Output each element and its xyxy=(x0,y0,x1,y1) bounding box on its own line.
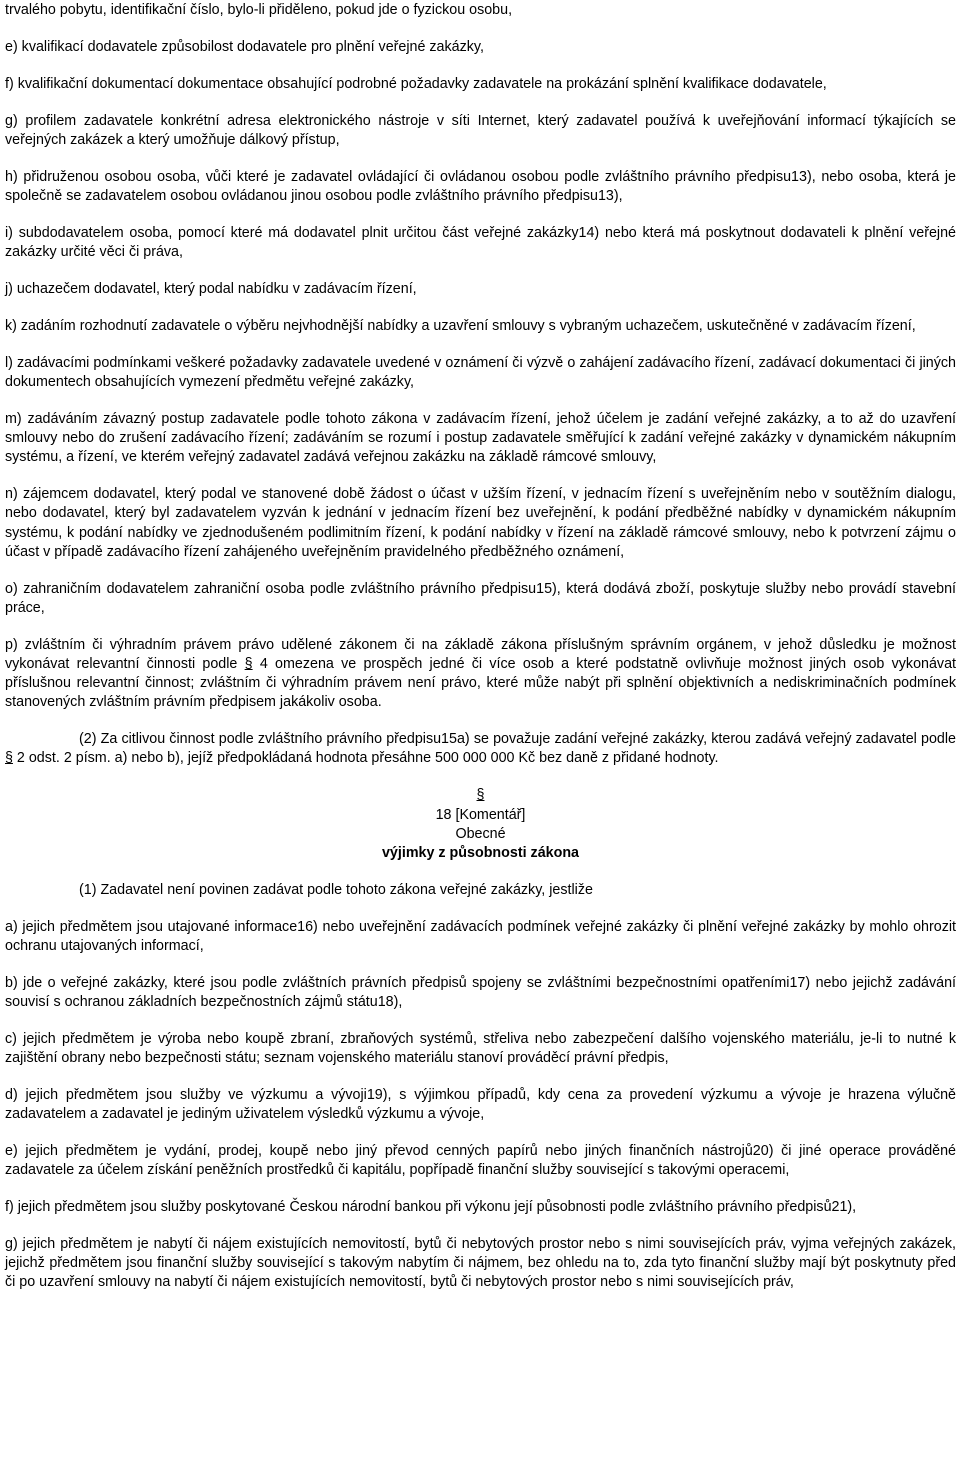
definition-f: f) kvalifikační dokumentací dokumentace obsahující podrobné požadavky zadavatele na prokázání splnění kvalifikace dodavatele, xyxy=(5,75,827,92)
definition-p xyxy=(5,636,956,713)
section-number-label[interactable]: 18 [Komentář] xyxy=(435,806,526,823)
section-title-bold: výjimky z působnosti zákona xyxy=(381,844,580,861)
subsection-1-intro: (1) Zadavatel není povinen zadávat podle tohoto zákona veřejné zakázky, jestliže xyxy=(79,881,593,898)
subsection-2 xyxy=(5,730,956,768)
exception-e: e) jejich předmětem je vydání, prodej, koupě nebo jiný převod cenných papírů nebo jiných finančních nástrojů20) či jiné operace prováděné zadavatele za účelem získání peněžních prostředků či kapitálu, popřípadě finanční služby související s takovými operacemi, xyxy=(5,1143,956,1179)
definition-i: i) subdodavatelem osoba, pomocí které má dodavatel plnit určitou část veřejné zakázky14) nebo která má poskytnout dodavateli k plnění veřejné zakázky určité věci či práva, xyxy=(5,224,956,261)
paragraph-sign-link[interactable]: § xyxy=(5,750,13,767)
exception-f: f) jejich předmětem jsou služby poskytované Českou národní bankou při výkonu její působnosti podle zvláštního právního předpisů21), xyxy=(5,1199,857,1216)
exception-a: a) jejich předmětem jsou utajované informace16) nebo uveřejnění zadávacích podmínek veřejné zakázky či plnění veřejné zakázky by mohlo ohrozit ochranu utajovaných informací, xyxy=(5,918,956,954)
subsection-2-text-start: (2) Za citlivou činnost podle zvláštního právního předpisu15a) se považuje zadání veřejné zakázky, kterou zadává veřejný zadavatel podle xyxy=(79,731,956,748)
section-title xyxy=(5,825,956,863)
exception-b: b) jde o veřejné zakázky, které jsou podle zvláštních právních předpisů spojeny se zvláštními bezpečnostními opatřeními17) nebo jejichž zadávání souvisí s ochranou základních bezpečnostních zájmů státu18), xyxy=(5,974,956,1010)
definition-n: n) zájemcem dodavatel, který podal ve stanovené době žádost o účast v užším řízení, v jednacím řízení s uveřejněním nebo v soutěžním dialogu, nebo dodavatel, který byl zadavatelem vyzván k jednání v jednacím řízení bez uveřejnění, k podání předběžné nabídky v dynamickém nákupním systému, k podání nabídky ve zjednodušeném podlimitním řízení, k podání nabídky v řízení na základě rámcové smlouvy, nebo k potvrzení zájmu o účast v případě zadávacího řízení zahájeného uveřejněním pravidelného předběžného oznámení, xyxy=(5,486,956,560)
section-title-plain: Obecné xyxy=(455,825,506,842)
definition-p-text-start: p) zvláštním či výhradním právem právo udělené zákonem či na základě zákona příslušným správním orgánem, v jehož důsledku je možnost vykonávat relevantní činnosti podle xyxy=(5,636,956,672)
paragraph-continuation: trvalého pobytu, identifikační číslo, bylo-li přiděleno, pokud jde o fyzickou osobu, xyxy=(5,2,513,18)
section-heading xyxy=(5,786,956,863)
exception-c: c) jejich předmětem je výroba nebo koupě zbraní, zbraňových systémů, střeliva nebo zabezpečení dalšího vojenského materiálu, je-li to nutné k zajištění obrany nebo bezpečnosti státu; seznam vojenského materiálu stanoví prováděcí právní předpis, xyxy=(5,1030,956,1067)
subsection-2-text-end: 2 odst. 2 písm. a) nebo b), jejíž předpokládaná hodnota přesáhne 500 000 000 Kč bez daně z přidané hodnoty. xyxy=(12,750,719,767)
definition-g: g) profilem zadavatele konkrétní adresa elektronického nástroje v síti Internet, který zadavatel používá k uveřejňování informací týkajících se veřejných zakázek a který umožňuje dálkový přístup, xyxy=(5,112,956,148)
definition-l: l) zadávacími podmínkami veškeré požadavky zadavatele uvedené v oznámení či výzvě o zahájení zadávacího řízení, zadávací dokumentaci či jiných dokumentech obsahujících vymezení předmětu veřejné zakázky, xyxy=(5,354,956,390)
definition-k: k) zadáním rozhodnutí zadavatele o výběru nejvhodnější nabídky a uzavření smlouvy s vybraným uchazečem, uskutečněné v zadávacím řízení, xyxy=(5,317,916,334)
definition-h: h) přidruženou osobou osoba, vůči které je zadavatel ovládající či ovládanou osobou podle zvláštního právního předpisu13), nebo osoba, která je společně se zadavatelem osobou ovládanou jinou osobou podle zvláštního právního předpisu13), xyxy=(5,168,956,204)
document-page xyxy=(5,1,956,1293)
definition-e: e) kvalifikací dodavatele způsobilost dodavatele pro plnění veřejné zakázky, xyxy=(5,38,484,55)
definition-o: o) zahraničním dodavatelem zahraniční osoba podle zvláštního právního předpisu15), která dodává zboží, poskytuje služby nebo provádí stavební práce, xyxy=(5,580,956,616)
definition-p-text-end: 4 omezena ve prospěch jedné či více osob a které podstatně ovlivňuje možnost jiných osob vykonávat příslušnou relevantní činnost; zvláštním či výhradním právem není právo, které může nabýt při splnění objektivních a nediskriminačních podmínek stanovených zvláštním právním předpisem jakákoliv osoba. xyxy=(5,655,956,711)
exception-d: d) jejich předmětem jsou služby ve výzkumu a vývoji19), s výjimkou případů, kdy cena za provedení výzkumu a vývoje je hrazena výlučně zadavatelem a zadavatel je jediným uživatelem výsledků výzkumu a vývoje, xyxy=(5,1086,956,1123)
definition-j: j) uchazečem dodavatel, který podal nabídku v zadávacím řízení, xyxy=(5,280,417,297)
section-number xyxy=(5,786,956,824)
paragraph-sign-link[interactable]: § xyxy=(244,655,253,672)
definition-m: m) zadáváním závazný postup zadavatele podle tohoto zákona v zadávacím řízení, jehož účelem je zadání veřejné zakázky, a to až do uzavření smlouvy nebo do zrušení zadávacího řízení; zadáváním se rozumí i postup zadavatele směřující k zadání veřejné zakázky v dynamickém nákupním systému, a řízení, ve kterém veřejný zadavatel zadává veřejnou zakázku na základě rámcové smlouvy, xyxy=(5,410,956,466)
exception-g: g) jejich předmětem je nabytí či nájem existujících nemovitostí, bytů či nebytových prostor nebo s nimi souvisejících práv, vyjma veřejných zakázek, jejichž předmětem jsou finanční služby související s takovým nabytím či nájmem, bez ohledu na to, zda tyto finanční služby mají být poskytnuty před či po uzavření smlouvy na nabytí či nájem existujících nemovitostí, bytů či nebytových prostor nebo s nimi souvisejících práv, xyxy=(5,1236,956,1291)
section-sign-link[interactable]: § xyxy=(476,787,485,804)
